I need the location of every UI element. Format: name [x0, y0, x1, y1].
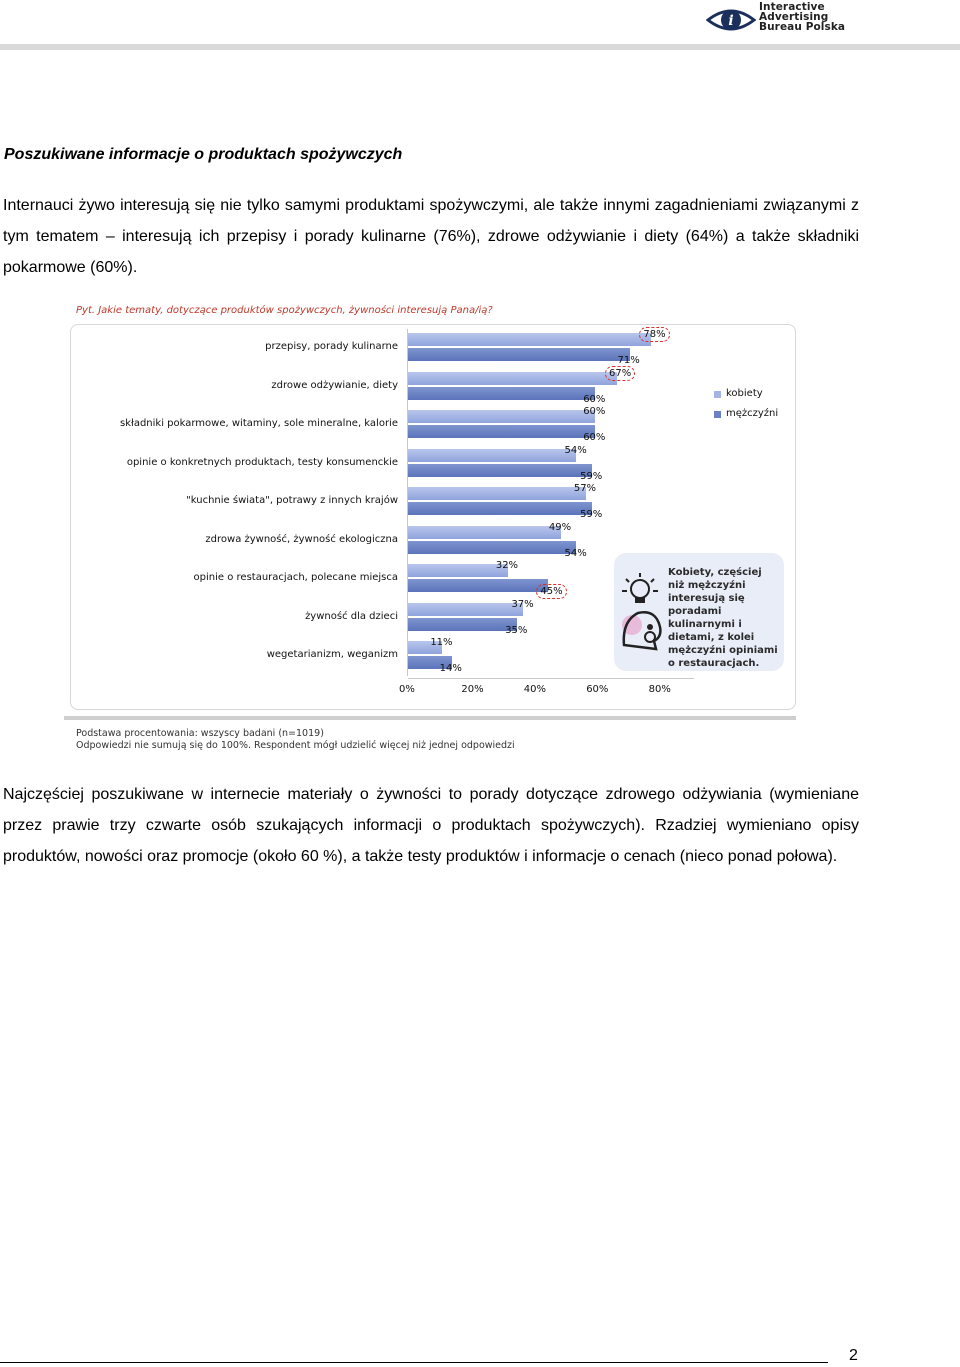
bar-kobiety [408, 410, 595, 423]
data-label: 67% [605, 366, 635, 381]
bar-kobiety [408, 333, 651, 346]
bar-mezczyzni [408, 348, 630, 361]
chart-footnote-1: Podstawa procentowania: wszyscy badani (n=1019) [76, 728, 324, 739]
chart-footer-divider [64, 716, 796, 720]
x-tick-label: 60% [586, 683, 609, 695]
chart-footnote-2: Odpowiedzi nie sumują się do 100%. Respondent mógł udzielić więcej niż jednej odpowiedzi [76, 740, 515, 751]
bar-kobiety [408, 372, 617, 385]
legend-swatch-kobiety [714, 391, 721, 398]
legend-swatch-mezczyzni [714, 411, 721, 418]
data-label: 59% [580, 470, 603, 482]
section-title: Poszukiwane informacje o produktach spożywczych [4, 146, 403, 163]
lightbulb-head-icon [618, 571, 666, 651]
legend-label-kobiety: kobiety [726, 388, 763, 399]
x-tick-label: 0% [399, 683, 415, 695]
category-label: składniki pokarmowe, witaminy, sole mineralne, kalorie [119, 418, 398, 429]
iab-logo-icon [706, 0, 756, 40]
bar-mezczyzni [408, 464, 592, 477]
legend-label-mezczyzni: mężczyźni [726, 408, 779, 419]
data-label: 45% [536, 584, 566, 599]
svg-text:i: i [728, 13, 734, 29]
interest-topics-chart [64, 300, 804, 760]
data-label: 60% [583, 432, 606, 443]
data-label: 37% [511, 598, 534, 610]
data-label: 60% [583, 393, 606, 405]
data-label: 35% [505, 624, 528, 636]
bar-mezczyzni [408, 387, 595, 400]
iab-logo-wordmark [759, 2, 845, 32]
bar-kobiety [408, 526, 561, 539]
header-divider [0, 44, 960, 50]
chart-callout [614, 553, 784, 671]
x-tick-label: 20% [461, 683, 484, 695]
bar-kobiety [408, 603, 523, 616]
data-label: 32% [495, 560, 519, 571]
data-label: 60% [583, 406, 606, 417]
bar-kobiety [408, 487, 586, 500]
category-label: opinie o konkretnych produktach, testy konsumenckie [126, 456, 398, 468]
data-label: 49% [548, 521, 572, 533]
logo-line-2: Advertising [759, 11, 829, 23]
bar-kobiety [408, 449, 576, 462]
data-label: 54% [564, 444, 587, 456]
logo-line-1: Interactive [759, 1, 825, 13]
data-label: 59% [580, 509, 603, 520]
footer-divider [0, 1362, 828, 1363]
category-label: zdrowa żywność, żywność ekologiczna [205, 533, 398, 545]
closing-paragraph: Najczęściej poszukiwane w internecie materiały o żywności to porady dotyczące zdrowego odżywiania (wymieniane przez prawie trzy czwarte osób szukających informacji o produktach spożywczych). Rzadziej wymieniano opisy produktów, nowości oraz promocje (około 60 %), a także testy produktów i informacje o cenach (nieco ponad połowa). [3, 786, 859, 865]
callout-text: Kobiety, częściej niż mężczyźni interesują się poradami kulinarnymi i dietami, z kolei mężczyźni opiniami o restauracjach. [668, 567, 778, 669]
intro-paragraph: Internauci żywo interesują się nie tylko samymi produktami spożywczymi, ale także innymi zagadnieniami związanymi z tym tematem – interesują ich przepisy i porady kulinarne (76%), zdrowe odżywianie i diety (64%) a także składniki pokarmowe (60%). [3, 197, 859, 276]
category-label: zdrowe odżywianie, diety [271, 379, 398, 391]
category-label: opinie o restauracjach, polecane miejsca [193, 572, 398, 583]
data-label: 57% [573, 483, 597, 494]
category-label: wegetarianizm, weganizm [266, 649, 398, 660]
data-label: 11% [430, 637, 453, 648]
data-label: 54% [564, 547, 587, 559]
x-tick-label: 80% [648, 683, 671, 695]
data-label: 71% [617, 355, 640, 366]
x-tick-label: 40% [523, 683, 547, 695]
category-label: żywność dla dzieci [305, 610, 398, 622]
bar-mezczyzni [408, 541, 576, 554]
bar-mezczyzni [408, 618, 517, 631]
page-number: 2 [849, 1347, 858, 1364]
bar-mezczyzni [408, 579, 548, 592]
data-label: 78% [639, 327, 669, 342]
bar-mezczyzni [408, 425, 595, 438]
iab-logo [706, 0, 906, 40]
chart-question: Pyt. Jakie tematy, dotyczące produktów spożywczych, żywności interesują Pana/ią? [76, 305, 493, 316]
logo-line-3: Bureau Polska [759, 21, 846, 33]
bar-mezczyzni [408, 502, 592, 515]
bar-kobiety [408, 564, 508, 577]
category-label: "kuchnie świata", potrawy z innych krajów [186, 495, 398, 506]
data-label: 14% [439, 663, 462, 674]
category-label: przepisy, porady kulinarne [265, 341, 398, 352]
x-axis-line [408, 678, 694, 679]
